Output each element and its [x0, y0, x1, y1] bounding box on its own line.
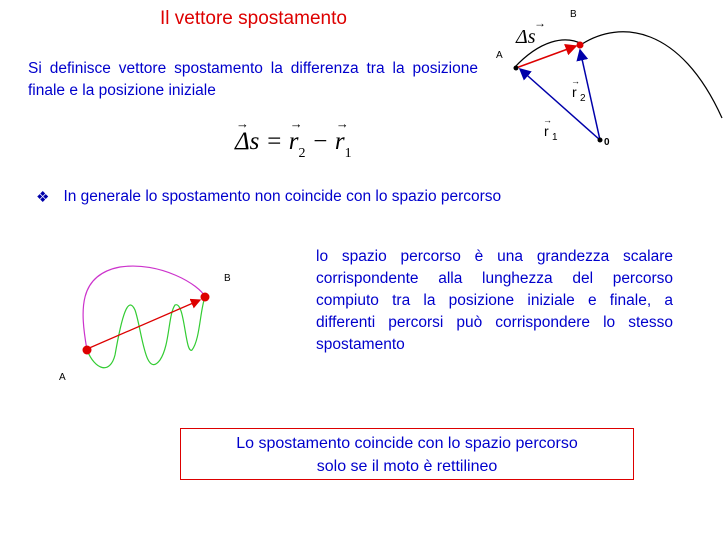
formula-r2: → r [289, 128, 299, 156]
delta-s-arrow-icon: → [534, 16, 546, 30]
displacement-arrow [87, 300, 200, 349]
paths-diagram [50, 255, 250, 390]
bullet-item [36, 188, 501, 206]
formula-minus: − [311, 128, 329, 155]
conclusion-line-1: Lo spostamento coincide con lo spazio percorso [236, 435, 578, 452]
green-path [87, 297, 205, 368]
label-b: B [570, 9, 577, 20]
label-r1: r [544, 123, 549, 139]
bullet-text: In generale lo spostamento non coincide con lo spazio percorso [63, 188, 502, 205]
point-a [514, 66, 519, 71]
page-title: Il vettore spostamento [160, 8, 347, 29]
trajectory-curve [514, 32, 722, 118]
label-delta-s: Δs [516, 26, 536, 48]
label-b-bottom: B [224, 273, 231, 284]
conclusion-box [180, 428, 634, 480]
label-a: A [496, 50, 503, 61]
point-b [577, 42, 584, 49]
origin-point [598, 138, 603, 143]
label-r2-sub: 2 [580, 93, 586, 104]
r1-vector [520, 69, 600, 140]
start-point-a [83, 346, 92, 355]
formula-sub2: 2 [298, 146, 306, 161]
end-point-b [201, 293, 210, 302]
definition-text: Si definisce vettore spostamento la differenza tra la posizione finale e la posizione iniziale [28, 60, 478, 99]
label-r2: r [572, 84, 577, 100]
formula-r1: → r [335, 128, 345, 156]
formula-lhs: → Δs [235, 128, 259, 156]
diamond-bullet-icon: ❖ [36, 189, 50, 206]
r1-arrow-icon: → [543, 115, 552, 125]
displacement-vector-diagram [490, 0, 728, 160]
formula-eq: = [265, 128, 283, 155]
label-r1-sub: 1 [552, 132, 558, 143]
displacement-formula [235, 128, 352, 161]
conclusion-line-2: solo se il moto è rettilineo [316, 458, 498, 475]
r2-arrow-icon: → [571, 76, 580, 86]
label-origin: 0 [604, 137, 610, 148]
formula-sub1: 1 [344, 146, 352, 161]
explanation-paragraph: lo spazio percorso è una grandezza scalare corrispondente alla lunghezza del percorso compiuto tra la posizione iniziale e finale, a differenti percorsi può corrispondere lo stesso spostamento [316, 248, 673, 353]
label-a-bottom: A [59, 372, 66, 383]
